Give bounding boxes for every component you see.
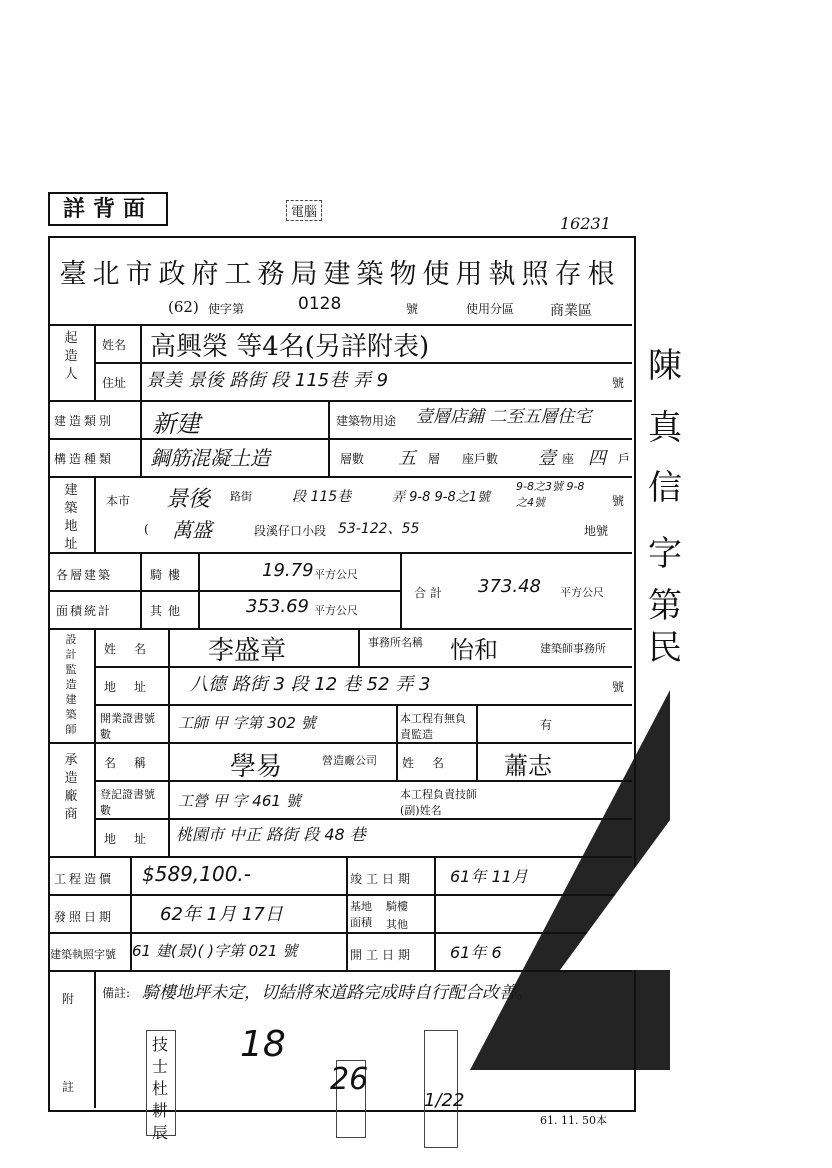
rule — [198, 552, 200, 628]
units-value-2: 四 — [588, 448, 606, 469]
contractor-person-label: 姓名 — [402, 756, 463, 770]
rule — [328, 400, 330, 476]
designer-name-label: 姓名 — [104, 642, 165, 656]
site-extra: 9-8之3號 9-8之4號 — [516, 480, 585, 509]
designer-name-value: 李盛章 — [208, 636, 287, 666]
rule — [94, 666, 632, 668]
side-mark: 陳 — [648, 346, 682, 386]
base-arcade-label: 騎樓 — [386, 900, 408, 913]
permit-year: (62) — [168, 298, 199, 316]
reg-label: 登記證書號數 — [100, 788, 155, 817]
site-lane: 段 115巷 — [292, 489, 352, 505]
owner-section-label: 起造人 — [64, 331, 78, 382]
print-code: 61. 11. 50本 — [540, 1114, 607, 1127]
side-mark: 民 — [648, 628, 682, 668]
side-mark: 真 — [648, 408, 682, 448]
rule — [400, 552, 402, 628]
rule — [140, 324, 142, 400]
side-mark: 第 — [648, 586, 682, 626]
designer-addr-value: 八德 路街 3 段 12 巷 52 弄 3 — [190, 674, 431, 695]
site-road-sub: 路街 — [230, 490, 252, 503]
permit-ref-label: 建築執照字號 — [50, 948, 116, 961]
rule — [168, 628, 170, 856]
contractor-name-suffix: 營造廠公司 — [322, 754, 377, 767]
owner-addr-suffix: 號 — [612, 376, 625, 390]
site-num-suffix: 號 — [612, 494, 625, 508]
permit-number: 0128 — [298, 294, 342, 314]
area-label-1: 各層建築 — [56, 568, 113, 582]
units-label: 座戶數 — [462, 452, 499, 466]
owner-addr-label: 住址 — [102, 376, 127, 390]
completion-label: 竣工日期 — [350, 872, 415, 886]
base-area-label: 基地面積 — [350, 900, 372, 929]
notes-section-bottom: 註 — [62, 1080, 75, 1094]
owner-name-value: 高興榮 等4名(另詳附表) — [150, 332, 430, 362]
area-label-2: 面積統計 — [56, 604, 113, 618]
total-unit: 平方公尺 — [560, 586, 604, 599]
notes-section-top: 附 — [62, 992, 75, 1006]
note-label: 備註: — [102, 986, 131, 1000]
site-lot-label: 段溪仔口小段 — [254, 524, 327, 538]
other-label: 其他 — [150, 604, 187, 618]
cert-label: 開業證書號數 — [100, 712, 155, 741]
cert-value: 工師 甲 字第 302 號 — [178, 714, 316, 732]
zone-value: 商業區 — [550, 303, 592, 319]
rule — [396, 704, 398, 780]
building-use-label: 建築物用途 — [336, 414, 397, 428]
office-label: 事務所名稱 — [368, 636, 423, 649]
site-section-label: 建築地址 — [64, 483, 78, 552]
rule — [140, 552, 142, 628]
contractor-addr-value: 桃園市 中正 路街 段 48 巷 — [176, 825, 366, 844]
structure-label: 構造種類 — [54, 452, 115, 466]
handwritten-mark-1: 18 — [240, 1024, 286, 1065]
contractor-addr-label: 地址 — [104, 832, 165, 846]
units-value: 壹 — [538, 448, 556, 469]
contractor-name-label: 名稱 — [104, 756, 165, 770]
arcade-unit: 平方公尺 — [314, 568, 358, 581]
zone-label: 使用分區 — [466, 302, 515, 316]
site-road: 景後 — [166, 487, 211, 512]
rule — [48, 628, 632, 630]
rule — [94, 970, 96, 1108]
designer-addr-label: 地址 — [104, 680, 165, 694]
build-type-value: 新建 — [152, 410, 200, 438]
document-number: 16231 — [560, 214, 611, 233]
arcade-label: 騎樓 — [150, 568, 187, 582]
start-value: 61年 6 — [450, 943, 502, 962]
tech-label: 本工程負責技師(副)姓名 — [400, 788, 477, 817]
floors-label: 層數 — [340, 452, 365, 466]
start-label: 開工日期 — [350, 948, 415, 962]
floors-value: 五 — [398, 448, 416, 469]
floors-unit: 層 — [428, 452, 441, 466]
permit-prefix: 使字第 — [208, 302, 245, 316]
rule — [94, 628, 96, 856]
handwritten-mark-3: 1/22 — [424, 1090, 465, 1111]
rule — [358, 628, 360, 666]
permit-ref-value: 61 建(景)( )字第 021 號 — [132, 942, 298, 960]
rule — [94, 324, 96, 400]
arcade-value: 19.79 — [262, 560, 314, 581]
rule — [434, 856, 436, 970]
office-value: 怡和 — [450, 636, 498, 664]
other-unit: 平方公尺 — [314, 604, 358, 617]
inspector-stamp-text: 技士杜耕辰 — [152, 1035, 169, 1142]
issue-value: 62年 1月 17日 — [160, 904, 283, 925]
cost-value: $589,100.- — [142, 862, 252, 886]
note-text: 騎樓地坪未定，切結將來道路完成時自行配合改善。 — [142, 983, 533, 1003]
supervise-value: 有 — [540, 718, 553, 732]
structure-value: 鋼筋混凝土造 — [150, 446, 270, 470]
form-title: 臺北市政府工務局建築物使用執照存根 — [59, 259, 621, 290]
site-lot-suffix: 地號 — [584, 524, 609, 538]
total-value: 373.48 — [478, 576, 541, 597]
total-label: 合計 — [414, 586, 447, 600]
site-lot-no: 53-122、55 — [338, 521, 420, 537]
supervise-label: 本工程有無負責監造 — [400, 712, 466, 741]
rule — [94, 476, 96, 552]
contractor-section-label: 承造廠商 — [64, 753, 78, 822]
base-other-label: 其他 — [386, 918, 408, 931]
cost-label: 工程造價 — [54, 872, 115, 886]
designer-section-label: 設計監造建築師 — [65, 633, 77, 736]
approval-stamp — [424, 1030, 458, 1148]
rule — [48, 590, 400, 592]
back-side-label: 詳背面 — [48, 192, 168, 226]
computer-stamp: 電腦 — [286, 200, 322, 221]
site-lot-district: 萬盛 — [172, 518, 212, 542]
completion-value: 61年 11月 — [450, 867, 528, 886]
units-unit: 戶 — [618, 452, 631, 466]
office-suffix: 建築師事務所 — [540, 642, 606, 655]
handwritten-mark-2: 26 — [330, 1062, 369, 1097]
units-mid: 座 — [562, 452, 575, 466]
owner-addr-value: 景美 景後 路街 段 115巷 弄 9 — [146, 370, 389, 391]
side-mark: 信 — [648, 468, 682, 508]
reg-value: 工營 甲 字 461 號 — [178, 792, 301, 810]
site-city: 本市 — [106, 494, 131, 508]
other-value: 353.69 — [246, 596, 309, 617]
contractor-name-value: 學易 — [230, 752, 283, 782]
rule — [48, 552, 632, 554]
rule — [48, 438, 632, 440]
issue-label: 發照日期 — [54, 910, 115, 924]
rule — [140, 400, 142, 476]
contractor-person-value: 蕭志 — [504, 752, 552, 780]
build-type-label: 建造類別 — [54, 414, 115, 428]
permit-suffix: 號 — [406, 302, 419, 316]
site-alley: 弄 9-8 9-8之1號 — [392, 490, 491, 505]
designer-addr-suffix: 號 — [612, 680, 625, 694]
owner-name-label: 姓名 — [102, 338, 127, 352]
side-mark: 字 — [648, 534, 682, 574]
folded-corner-light — [560, 820, 670, 970]
rule — [346, 856, 348, 970]
building-use-value: 壹層店鋪 二至五層住宅 — [416, 407, 592, 427]
